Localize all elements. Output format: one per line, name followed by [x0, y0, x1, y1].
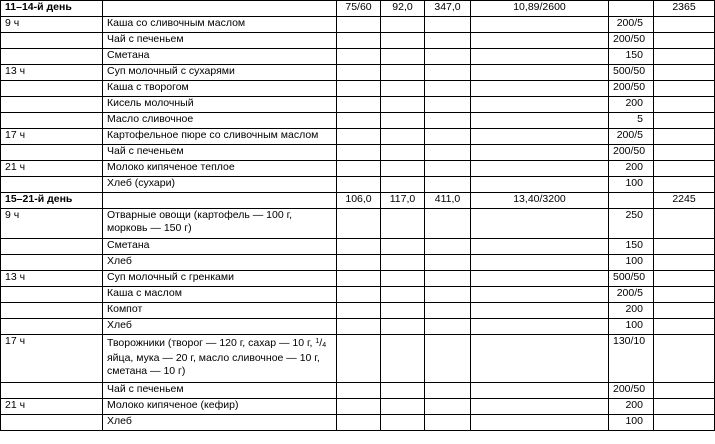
meal-time: 17 ч: [1, 335, 103, 383]
dish-text-part: яйца, мука — 20 г, масло сливочное — 10 г, сметана — 10 г): [107, 352, 320, 377]
carbs-value: 411,0: [425, 193, 471, 209]
meal-time: 21 ч: [1, 161, 103, 177]
dish-quantity: 150: [609, 239, 654, 255]
dish-quantity: 5: [609, 113, 654, 129]
meal-time: [1, 415, 103, 431]
dish-quantity: 100: [609, 255, 654, 271]
dish-name: Кисель молочный: [103, 97, 337, 113]
dish-name: Хлеб: [103, 319, 337, 335]
meal-row: [1, 129, 715, 145]
dish-quantity: 200/50: [609, 33, 654, 49]
meal-time: [1, 303, 103, 319]
dish-quantity: 200/50: [609, 81, 654, 97]
meal-row: [1, 161, 715, 177]
meal-row: [1, 383, 715, 399]
dish-quantity: 100: [609, 415, 654, 431]
meal-time: [1, 97, 103, 113]
fraction: $^1$/4: [315, 337, 327, 349]
dish-text-part: Творожники (творог — 120 г, сахар — 10 г,: [107, 337, 313, 349]
dish-quantity: 200: [609, 303, 654, 319]
dish-name: Компот: [103, 303, 337, 319]
dish-name: Сметана: [103, 239, 337, 255]
carbs-value: 347,0: [425, 1, 471, 17]
meal-row: [1, 17, 715, 33]
dish-quantity: 500/50: [609, 65, 654, 81]
meal-time: [1, 113, 103, 129]
dish-name: [103, 335, 337, 383]
dish-name: Чай с печеньем: [103, 33, 337, 49]
meal-row: [1, 97, 715, 113]
fat-value: 117,0: [381, 193, 425, 209]
dish-name: Масло сливочное: [103, 113, 337, 129]
meal-row: [1, 177, 715, 193]
dish-quantity: 500/50: [609, 271, 654, 287]
dish-name: Картофельное пюре со сливочным маслом: [103, 129, 337, 145]
meal-row: [1, 33, 715, 49]
day-label: 15–21-й день: [1, 193, 103, 209]
dish-name: Сметана: [103, 49, 337, 65]
dish-name: Хлеб (сухари): [103, 177, 337, 193]
meal-time: 13 ч: [1, 65, 103, 81]
meal-row: [1, 145, 715, 161]
dish-name: Молоко кипяченое теплое: [103, 161, 337, 177]
day-row: [1, 1, 715, 17]
meal-row: [1, 65, 715, 81]
dish-name: Суп молочный с сухарями: [103, 65, 337, 81]
dish-name: Каша с творогом: [103, 81, 337, 97]
meal-time: 17 ч: [1, 129, 103, 145]
meal-row: [1, 415, 715, 431]
dish-name: Чай с печеньем: [103, 383, 337, 399]
dish-quantity: 200: [609, 399, 654, 415]
dish-quantity: 200/5: [609, 17, 654, 33]
energy-value: 13,40/3200: [471, 193, 609, 209]
meal-row: [1, 303, 715, 319]
dish-quantity: 200/50: [609, 383, 654, 399]
dish-name: Отварные овощи (картофель — 100 г, морковь — 150 г): [103, 209, 337, 239]
dish-quantity: 100: [609, 177, 654, 193]
meal-time: 13 ч: [1, 271, 103, 287]
meal-time: [1, 287, 103, 303]
meal-time: 9 ч: [1, 17, 103, 33]
meal-time: [1, 383, 103, 399]
protein-value: 106,0: [337, 193, 381, 209]
meal-time: [1, 177, 103, 193]
dish-quantity: 200/5: [609, 129, 654, 145]
meal-time: [1, 81, 103, 97]
meal-time: [1, 49, 103, 65]
dish-name: Хлеб: [103, 415, 337, 431]
dish-quantity: 250: [609, 209, 654, 239]
meal-time: [1, 255, 103, 271]
dish-quantity: 130/10: [609, 335, 654, 383]
total-value: 2365: [654, 1, 715, 17]
dish-quantity: 100: [609, 319, 654, 335]
meal-time: [1, 319, 103, 335]
energy-value: 10,89/2600: [471, 1, 609, 17]
day-label: 11–14-й день: [1, 1, 103, 17]
fraction-numerator: 1: [315, 338, 320, 345]
meal-time: [1, 33, 103, 49]
dish-quantity: 200: [609, 161, 654, 177]
meal-row: [1, 335, 715, 383]
meal-row: [1, 271, 715, 287]
meal-time: 21 ч: [1, 399, 103, 415]
meal-row: [1, 113, 715, 129]
dish-quantity: 200/5: [609, 287, 654, 303]
meal-row: [1, 319, 715, 335]
dish-quantity: 150: [609, 49, 654, 65]
meal-time: 9 ч: [1, 209, 103, 239]
day-row: [1, 193, 715, 209]
meal-row: [1, 49, 715, 65]
dish-name: Хлеб: [103, 255, 337, 271]
dish-name: Молоко кипяченое (кефир): [103, 399, 337, 415]
dish-name: Каша со сливочным маслом: [103, 17, 337, 33]
dish-name: Каша с маслом: [103, 287, 337, 303]
meal-time: [1, 145, 103, 161]
dish-quantity: 200/50: [609, 145, 654, 161]
meal-row: [1, 255, 715, 271]
meal-row: [1, 239, 715, 255]
fraction-denominator: 4: [322, 342, 327, 349]
meal-row: [1, 81, 715, 97]
meal-row: [1, 287, 715, 303]
dish-quantity: 200: [609, 97, 654, 113]
dish-name: Суп молочный с гренками: [103, 271, 337, 287]
dish-name: Чай с печеньем: [103, 145, 337, 161]
protein-value: 75/60: [337, 1, 381, 17]
meal-row: [1, 209, 715, 239]
meal-row: [1, 399, 715, 415]
total-value: 2245: [654, 193, 715, 209]
meal-time: [1, 239, 103, 255]
fat-value: 92,0: [381, 1, 425, 17]
